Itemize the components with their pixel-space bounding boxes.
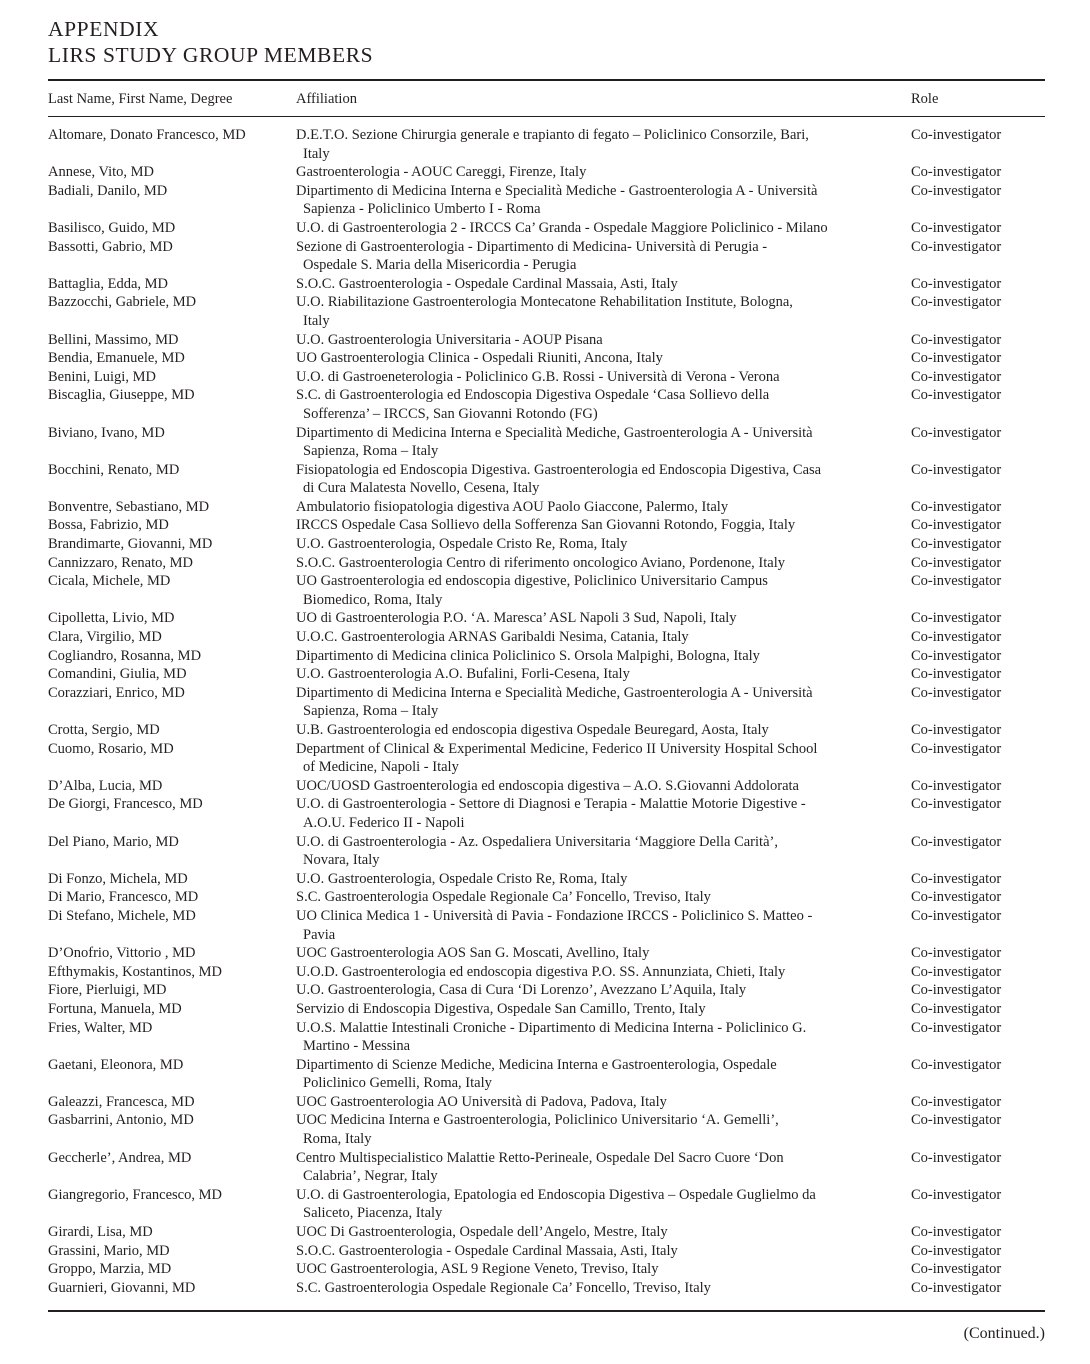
table-row: [48, 238, 1045, 275]
affiliation-line: U.O. Gastroenterologia A.O. Bufalini, Forli-Cesena, Italy: [296, 666, 630, 683]
member-affiliation: [296, 1223, 911, 1242]
column-header-role: Role: [911, 91, 939, 107]
member-name: Altomare, Donato Francesco, MD: [48, 127, 246, 143]
member-name: Badiali, Danilo, MD: [48, 182, 168, 199]
member-role: Co-investigator: [911, 889, 1002, 906]
affiliation-line: Dipartimento di Scienze Mediche, Medicina Interna e Gastroenterologia, Ospedale: [296, 1056, 777, 1073]
member-role: Co-investigator: [911, 684, 1002, 701]
table-row: [48, 833, 1045, 870]
member-affiliation: [296, 275, 911, 294]
table-row: [48, 554, 1045, 573]
column-header-affiliation: Affiliation: [296, 91, 357, 107]
member-affiliation: [296, 647, 911, 666]
member-role: Co-investigator: [911, 1224, 1002, 1241]
table-row: [48, 721, 1045, 740]
member-role: Co-investigator: [911, 127, 1002, 143]
affiliation-line: Sapienza, Roma – Italy: [303, 703, 439, 720]
table-row: [48, 740, 1045, 777]
member-name: Grassini, Mario, MD: [48, 1242, 170, 1259]
member-role: Co-investigator: [911, 536, 1002, 553]
affiliation-line: Roma, Italy: [303, 1131, 372, 1148]
member-role: Co-investigator: [911, 796, 1002, 813]
member-role: Co-investigator: [911, 517, 1002, 534]
affiliation-line: Sapienza - Policlinico Umberto I - Roma: [303, 201, 541, 218]
column-header-name: Last Name, First Name, Degree: [48, 91, 233, 107]
member-affiliation: [296, 1056, 911, 1093]
affiliation-line: U.O. Gastroenterologia, Ospedale Cristo Re, Roma, Italy: [296, 870, 628, 887]
member-affiliation: [296, 721, 911, 740]
member-name: Del Piano, Mario, MD: [48, 833, 179, 850]
table-row: [48, 126, 1045, 163]
table-row: [48, 572, 1045, 609]
member-role: Co-investigator: [911, 238, 1002, 255]
affiliation-line: Dipartimento di Medicina Interna e Specialità Mediche - Gastroenterologia A - Università: [296, 182, 818, 199]
member-affiliation: [296, 1000, 911, 1019]
member-role: Co-investigator: [911, 777, 1002, 794]
member-role: Co-investigator: [911, 740, 1002, 757]
affiliation-line: UO di Gastroenterologia P.O. ‘A. Maresca’ ASL Napoli 3 Sud, Napoli, Italy: [296, 610, 737, 627]
affiliation-line: S.C. di Gastroenterologia ed Endoscopia Digestiva Ospedale ‘Casa Sollievo della: [296, 387, 770, 404]
table-row: [48, 1279, 1045, 1298]
affiliation-line: Martino - Messina: [303, 1038, 411, 1055]
member-name: Fiore, Pierluigi, MD: [48, 982, 167, 999]
affiliation-line: UOC Di Gastroenterologia, Ospedale dell’Angelo, Mestre, Italy: [296, 1224, 668, 1241]
member-affiliation: [296, 1186, 911, 1223]
member-affiliation: [296, 1093, 911, 1112]
member-affiliation: [296, 498, 911, 517]
affiliation-line: Dipartimento di Medicina Interna e Specialità Mediche, Gastroenterologia A - Università: [296, 424, 813, 441]
affiliation-line: Centro Multispecialistico Malattie Retto-Perineale, Ospedale Del Sacro Cuore ‘Don: [296, 1149, 784, 1166]
affiliation-line: U.O. di Gastroenterologia, Epatologia ed Endoscopia Digestiva – Ospedale Guglielmo da: [296, 1186, 816, 1203]
member-affiliation: [296, 628, 911, 647]
member-name: Geccherle’, Andrea, MD: [48, 1149, 192, 1166]
affiliation-line: Department of Clinical & Experimental Medicine, Federico II University Hospital School: [296, 740, 818, 757]
table-row: [48, 182, 1045, 219]
table-row: [48, 1186, 1045, 1223]
member-role: Co-investigator: [911, 1186, 1002, 1203]
member-affiliation: [296, 833, 911, 870]
member-role: Co-investigator: [911, 275, 1002, 292]
member-affiliation: [296, 665, 911, 684]
member-name: Bonventre, Sebastiano, MD: [48, 498, 210, 515]
affiliation-line: Saliceto, Piacenza, Italy: [303, 1205, 443, 1222]
member-name: Cipolletta, Livio, MD: [48, 610, 175, 627]
member-name: Bendia, Emanuele, MD: [48, 350, 185, 367]
affiliation-line: UO Gastroenterologia ed endoscopia digestive, Policlinico Universitario Campus: [296, 573, 768, 590]
member-affiliation: [296, 126, 911, 163]
member-affiliation: [296, 386, 911, 423]
member-role: Co-investigator: [911, 610, 1002, 627]
table-row: [48, 981, 1045, 1000]
member-name: Cicala, Michele, MD: [48, 573, 171, 590]
table-row: [48, 684, 1045, 721]
members-table: [48, 126, 1045, 1297]
table-row: [48, 163, 1045, 182]
table-bottom-rule: [48, 1310, 1045, 1312]
member-name: Guarnieri, Giovanni, MD: [48, 1279, 196, 1296]
affiliation-line: Pavia: [303, 926, 336, 943]
member-name: Cannizzaro, Renato, MD: [48, 554, 193, 571]
affiliation-line: S.C. Gastroenterologia Ospedale Regionale Ca’ Foncello, Treviso, Italy: [296, 889, 711, 906]
member-role: Co-investigator: [911, 498, 1002, 515]
member-name: Bossa, Fabrizio, MD: [48, 517, 169, 534]
table-row: [48, 870, 1045, 889]
member-role: Co-investigator: [911, 1056, 1002, 1073]
member-name: D’Alba, Lucia, MD: [48, 777, 163, 794]
affiliation-line: Sapienza, Roma – Italy: [303, 443, 439, 460]
member-affiliation: [296, 535, 911, 554]
affiliation-line: Biomedico, Roma, Italy: [303, 591, 443, 608]
member-role: Co-investigator: [911, 963, 1002, 980]
affiliation-line: Ospedale S. Maria della Misericordia - Perugia: [303, 257, 577, 274]
table-row: [48, 1223, 1045, 1242]
member-name: Clara, Virgilio, MD: [48, 629, 162, 646]
table-row: [48, 424, 1045, 461]
member-name: Battaglia, Edda, MD: [48, 275, 169, 292]
member-role: Co-investigator: [911, 331, 1002, 348]
member-role: Co-investigator: [911, 387, 1002, 404]
affiliation-line: Policlinico Gemelli, Roma, Italy: [303, 1075, 492, 1092]
member-name: Di Stefano, Michele, MD: [48, 907, 196, 924]
member-name: Di Fonzo, Michela, MD: [48, 870, 188, 887]
affiliation-line: U.O. di Gastroenterologia 2 - IRCCS Ca’ Granda - Ospedale Maggiore Policlinico - Milano: [296, 219, 828, 236]
affiliation-line: D.E.T.O. Sezione Chirurgia generale e trapianto di fegato – Policlinico Consorzile, Bari,: [296, 127, 809, 143]
member-affiliation: [296, 293, 911, 330]
member-affiliation: [296, 1111, 911, 1148]
affiliation-line: U.O. Gastroenterologia, Casa di Cura ‘Di Lorenzo’, Avezzano L’Aquila, Italy: [296, 982, 747, 999]
member-name: Benini, Luigi, MD: [48, 368, 156, 385]
member-affiliation: [296, 163, 911, 182]
affiliation-line: UO Clinica Medica 1 - Università di Pavia - Fondazione IRCCS - Policlinico S. Matteo -: [296, 907, 813, 924]
table-row: [48, 963, 1045, 982]
table-row: [48, 888, 1045, 907]
member-role: Co-investigator: [911, 1093, 1002, 1110]
section-title: LIRS STUDY GROUP MEMBERS: [48, 43, 374, 67]
member-affiliation: [296, 1019, 911, 1056]
affiliation-line: UOC Gastroenterologia AO Università di Padova, Padova, Italy: [296, 1093, 667, 1110]
member-affiliation: [296, 238, 911, 275]
member-affiliation: [296, 331, 911, 350]
table-row: [48, 516, 1045, 535]
affiliation-line: U.O.C. Gastroenterologia ARNAS Garibaldi Nesima, Catania, Italy: [296, 629, 689, 646]
member-name: Efthymakis, Kostantinos, MD: [48, 963, 222, 980]
table-row: [48, 609, 1045, 628]
affiliation-line: Gastroenterologia - AOUC Careggi, Firenze, Italy: [296, 164, 587, 181]
table-row: [48, 1000, 1045, 1019]
table-row: [48, 795, 1045, 832]
member-affiliation: [296, 424, 911, 461]
member-role: Co-investigator: [911, 629, 1002, 646]
member-affiliation: [296, 777, 911, 796]
member-affiliation: [296, 684, 911, 721]
member-name: D’Onofrio, Vittorio , MD: [48, 945, 196, 962]
member-affiliation: [296, 219, 911, 238]
affiliation-line: U.O. di Gastroenterologia - Settore di Diagnosi e Terapia - Malattie Motorie Digestive -: [296, 796, 806, 813]
member-affiliation: [296, 572, 911, 609]
affiliation-line: U.B. Gastroenterologia ed endoscopia digestiva Ospedale Beuregard, Aosta, Italy: [296, 722, 769, 738]
table-row: [48, 535, 1045, 554]
member-role: Co-investigator: [911, 461, 1002, 478]
affiliation-line: of Medicine, Napoli - Italy: [303, 759, 459, 776]
affiliation-line: U.O. di Gastroeneterologia - Policlinico G.B. Rossi - Università di Verona - Verona: [296, 368, 780, 385]
affiliation-line: UOC Gastroenterologia, ASL 9 Regione Veneto, Treviso, Italy: [296, 1261, 659, 1278]
appendix-heading: [48, 16, 373, 68]
affiliation-line: Dipartimento di Medicina Interna e Specialità Mediche, Gastroenterologia A - Università: [296, 684, 813, 701]
affiliation-line: Sofferenza’ – IRCCS, San Giovanni Rotondo (FG): [303, 405, 598, 422]
member-role: Co-investigator: [911, 1261, 1002, 1278]
member-name: Comandini, Giulia, MD: [48, 666, 187, 683]
affiliation-line: U.O. Gastroenterologia Universitaria - AOUP Pisana: [296, 331, 603, 348]
member-name: Giangregorio, Francesco, MD: [48, 1186, 222, 1203]
appendix-label: APPENDIX: [48, 17, 160, 41]
member-role: Co-investigator: [911, 647, 1002, 664]
member-affiliation: [296, 1279, 911, 1298]
member-name: Bassotti, Gabrio, MD: [48, 238, 173, 255]
affiliation-line: Ambulatorio fisiopatologia digestiva AOU Paolo Giaccone, Palermo, Italy: [296, 498, 729, 515]
table-row: [48, 368, 1045, 387]
affiliation-line: Novara, Italy: [303, 852, 380, 869]
affiliation-line: U.O.D. Gastroenterologia ed endoscopia digestiva P.O. SS. Annunziata, Chieti, Italy: [296, 963, 786, 980]
affiliation-line: S.C. Gastroenterologia Ospedale Regionale Ca’ Foncello, Treviso, Italy: [296, 1279, 711, 1296]
member-affiliation: [296, 740, 911, 777]
table-row: [48, 1019, 1045, 1056]
member-affiliation: [296, 963, 911, 982]
member-role: Co-investigator: [911, 1242, 1002, 1259]
member-name: Cuomo, Rosario, MD: [48, 740, 174, 757]
table-row: [48, 331, 1045, 350]
member-name: De Giorgi, Francesco, MD: [48, 796, 203, 813]
member-affiliation: [296, 516, 911, 535]
member-name: Di Mario, Francesco, MD: [48, 889, 199, 906]
member-role: Co-investigator: [911, 1112, 1002, 1129]
member-name: Bazzocchi, Gabriele, MD: [48, 294, 197, 311]
affiliation-line: UOC/UOSD Gastroenterologia ed endoscopia digestiva – A.O. S.Giovanni Addolorata: [296, 777, 799, 794]
member-affiliation: [296, 1260, 911, 1279]
table-row: [48, 498, 1045, 517]
member-role: Co-investigator: [911, 219, 1002, 236]
member-affiliation: [296, 554, 911, 573]
table-row: [48, 219, 1045, 238]
table-row: [48, 1056, 1045, 1093]
member-name: Gasbarrini, Antonio, MD: [48, 1112, 194, 1129]
member-role: Co-investigator: [911, 1000, 1002, 1017]
member-role: Co-investigator: [911, 573, 1002, 590]
table-row: [48, 1260, 1045, 1279]
member-name: Biscaglia, Giuseppe, MD: [48, 387, 195, 404]
member-affiliation: [296, 609, 911, 628]
table-top-rule: [48, 79, 1045, 81]
affiliation-line: U.O. Gastroenterologia, Ospedale Cristo Re, Roma, Italy: [296, 536, 628, 553]
member-name: Groppo, Marzia, MD: [48, 1261, 172, 1278]
member-name: Biviano, Ivano, MD: [48, 424, 165, 441]
affiliation-line: Servizio di Endoscopia Digestiva, Ospedale San Camillo, Trento, Italy: [296, 1000, 706, 1017]
member-name: Brandimarte, Giovanni, MD: [48, 536, 213, 553]
table-row: [48, 665, 1045, 684]
member-name: Bocchini, Renato, MD: [48, 461, 180, 478]
member-name: Corazziari, Enrico, MD: [48, 684, 185, 701]
table-row: [48, 386, 1045, 423]
member-affiliation: [296, 1242, 911, 1261]
member-role: Co-investigator: [911, 164, 1002, 181]
table-row: [48, 647, 1045, 666]
affiliation-line: Sezione di Gastroenterologia - Dipartimento di Medicina- Università di Perugia -: [296, 238, 768, 255]
member-name: Bellini, Massimo, MD: [48, 331, 179, 348]
member-name: Fortuna, Manuela, MD: [48, 1000, 182, 1017]
affiliation-line: S.O.C. Gastroenterologia - Ospedale Cardinal Massaia, Asti, Italy: [296, 1242, 678, 1259]
table-row: [48, 1242, 1045, 1261]
affiliation-line: U.O. Riabilitazione Gastroenterologia Montecatone Rehabilitation Institute, Bologna,: [296, 294, 793, 311]
member-role: Co-investigator: [911, 945, 1002, 962]
table-row: [48, 349, 1045, 368]
member-name: Annese, Vito, MD: [48, 164, 154, 181]
member-affiliation: [296, 888, 911, 907]
member-role: Co-investigator: [911, 722, 1002, 738]
member-affiliation: [296, 349, 911, 368]
member-role: Co-investigator: [911, 1149, 1002, 1166]
table-row: [48, 1149, 1045, 1186]
member-role: Co-investigator: [911, 833, 1002, 850]
member-affiliation: [296, 944, 911, 963]
affiliation-line: di Cura Malatesta Novello, Cesena, Italy: [303, 480, 540, 497]
affiliation-line: S.O.C. Gastroenterologia Centro di riferimento oncologico Aviano, Pordenone, Italy: [296, 554, 785, 571]
affiliation-line: Calabria’, Negrar, Italy: [303, 1168, 438, 1185]
table-row: [48, 777, 1045, 796]
table-row: [48, 275, 1045, 294]
member-affiliation: [296, 981, 911, 1000]
member-role: Co-investigator: [911, 870, 1002, 887]
table-row: [48, 1111, 1045, 1148]
member-affiliation: [296, 870, 911, 889]
header-rule: [48, 116, 1045, 117]
member-role: Co-investigator: [911, 554, 1002, 571]
member-name: Basilisco, Guido, MD: [48, 219, 176, 236]
member-name: Cogliandro, Rosanna, MD: [48, 647, 202, 664]
affiliation-line: U.O. di Gastroenterologia - Az. Ospedaliera Universitaria ‘Maggiore Della Carità’,: [296, 833, 778, 850]
table-row: [48, 944, 1045, 963]
member-name: Galeazzi, Francesca, MD: [48, 1093, 195, 1110]
member-role: Co-investigator: [911, 1279, 1002, 1296]
member-role: Co-investigator: [911, 424, 1002, 441]
member-role: Co-investigator: [911, 982, 1002, 999]
member-affiliation: [296, 795, 911, 832]
table-row: [48, 1093, 1045, 1112]
table-row: [48, 461, 1045, 498]
table-row: [48, 907, 1045, 944]
affiliation-line: Italy: [303, 312, 330, 329]
affiliation-line: UO Gastroenterologia Clinica - Ospedali Riuniti, Ancona, Italy: [296, 350, 663, 367]
member-affiliation: [296, 182, 911, 219]
affiliation-line: UOC Gastroenterologia AOS San G. Moscati, Avellino, Italy: [296, 945, 650, 962]
table-row: [48, 628, 1045, 647]
member-affiliation: [296, 461, 911, 498]
member-name: Fries, Walter, MD: [48, 1019, 153, 1036]
affiliation-line: U.O.S. Malattie Intestinali Croniche - Dipartimento di Medicina Interna - Policlinico G.: [296, 1019, 807, 1036]
member-role: Co-investigator: [911, 907, 1002, 924]
member-affiliation: [296, 1149, 911, 1186]
member-role: Co-investigator: [911, 294, 1002, 311]
member-affiliation: [296, 907, 911, 944]
affiliation-line: Dipartimento di Medicina clinica Policlinico S. Orsola Malpighi, Bologna, Italy: [296, 647, 760, 664]
member-role: Co-investigator: [911, 666, 1002, 683]
affiliation-line: S.O.C. Gastroenterologia - Ospedale Cardinal Massaia, Asti, Italy: [296, 275, 678, 292]
affiliation-line: UOC Medicina Interna e Gastroenterologia, Policlinico Universitario ‘A. Gemelli’,: [296, 1112, 779, 1129]
member-name: Girardi, Lisa, MD: [48, 1224, 153, 1241]
member-name: Crotta, Sergio, MD: [48, 722, 160, 738]
continued-note: (Continued.): [963, 1325, 1045, 1342]
member-role: Co-investigator: [911, 1019, 1002, 1036]
affiliation-line: A.O.U. Federico II - Napoli: [303, 814, 465, 831]
affiliation-line: Italy: [303, 145, 330, 162]
affiliation-line: Fisiopatologia ed Endoscopia Digestiva. Gastroenterologia ed Endoscopia Digestiva, Casa: [296, 461, 822, 478]
member-role: Co-investigator: [911, 182, 1002, 199]
affiliation-line: IRCCS Ospedale Casa Sollievo della Sofferenza San Giovanni Rotondo, Foggia, Italy: [296, 517, 796, 534]
table-row: [48, 293, 1045, 330]
member-role: Co-investigator: [911, 368, 1002, 385]
member-name: Gaetani, Eleonora, MD: [48, 1056, 184, 1073]
member-affiliation: [296, 368, 911, 387]
member-role: Co-investigator: [911, 350, 1002, 367]
